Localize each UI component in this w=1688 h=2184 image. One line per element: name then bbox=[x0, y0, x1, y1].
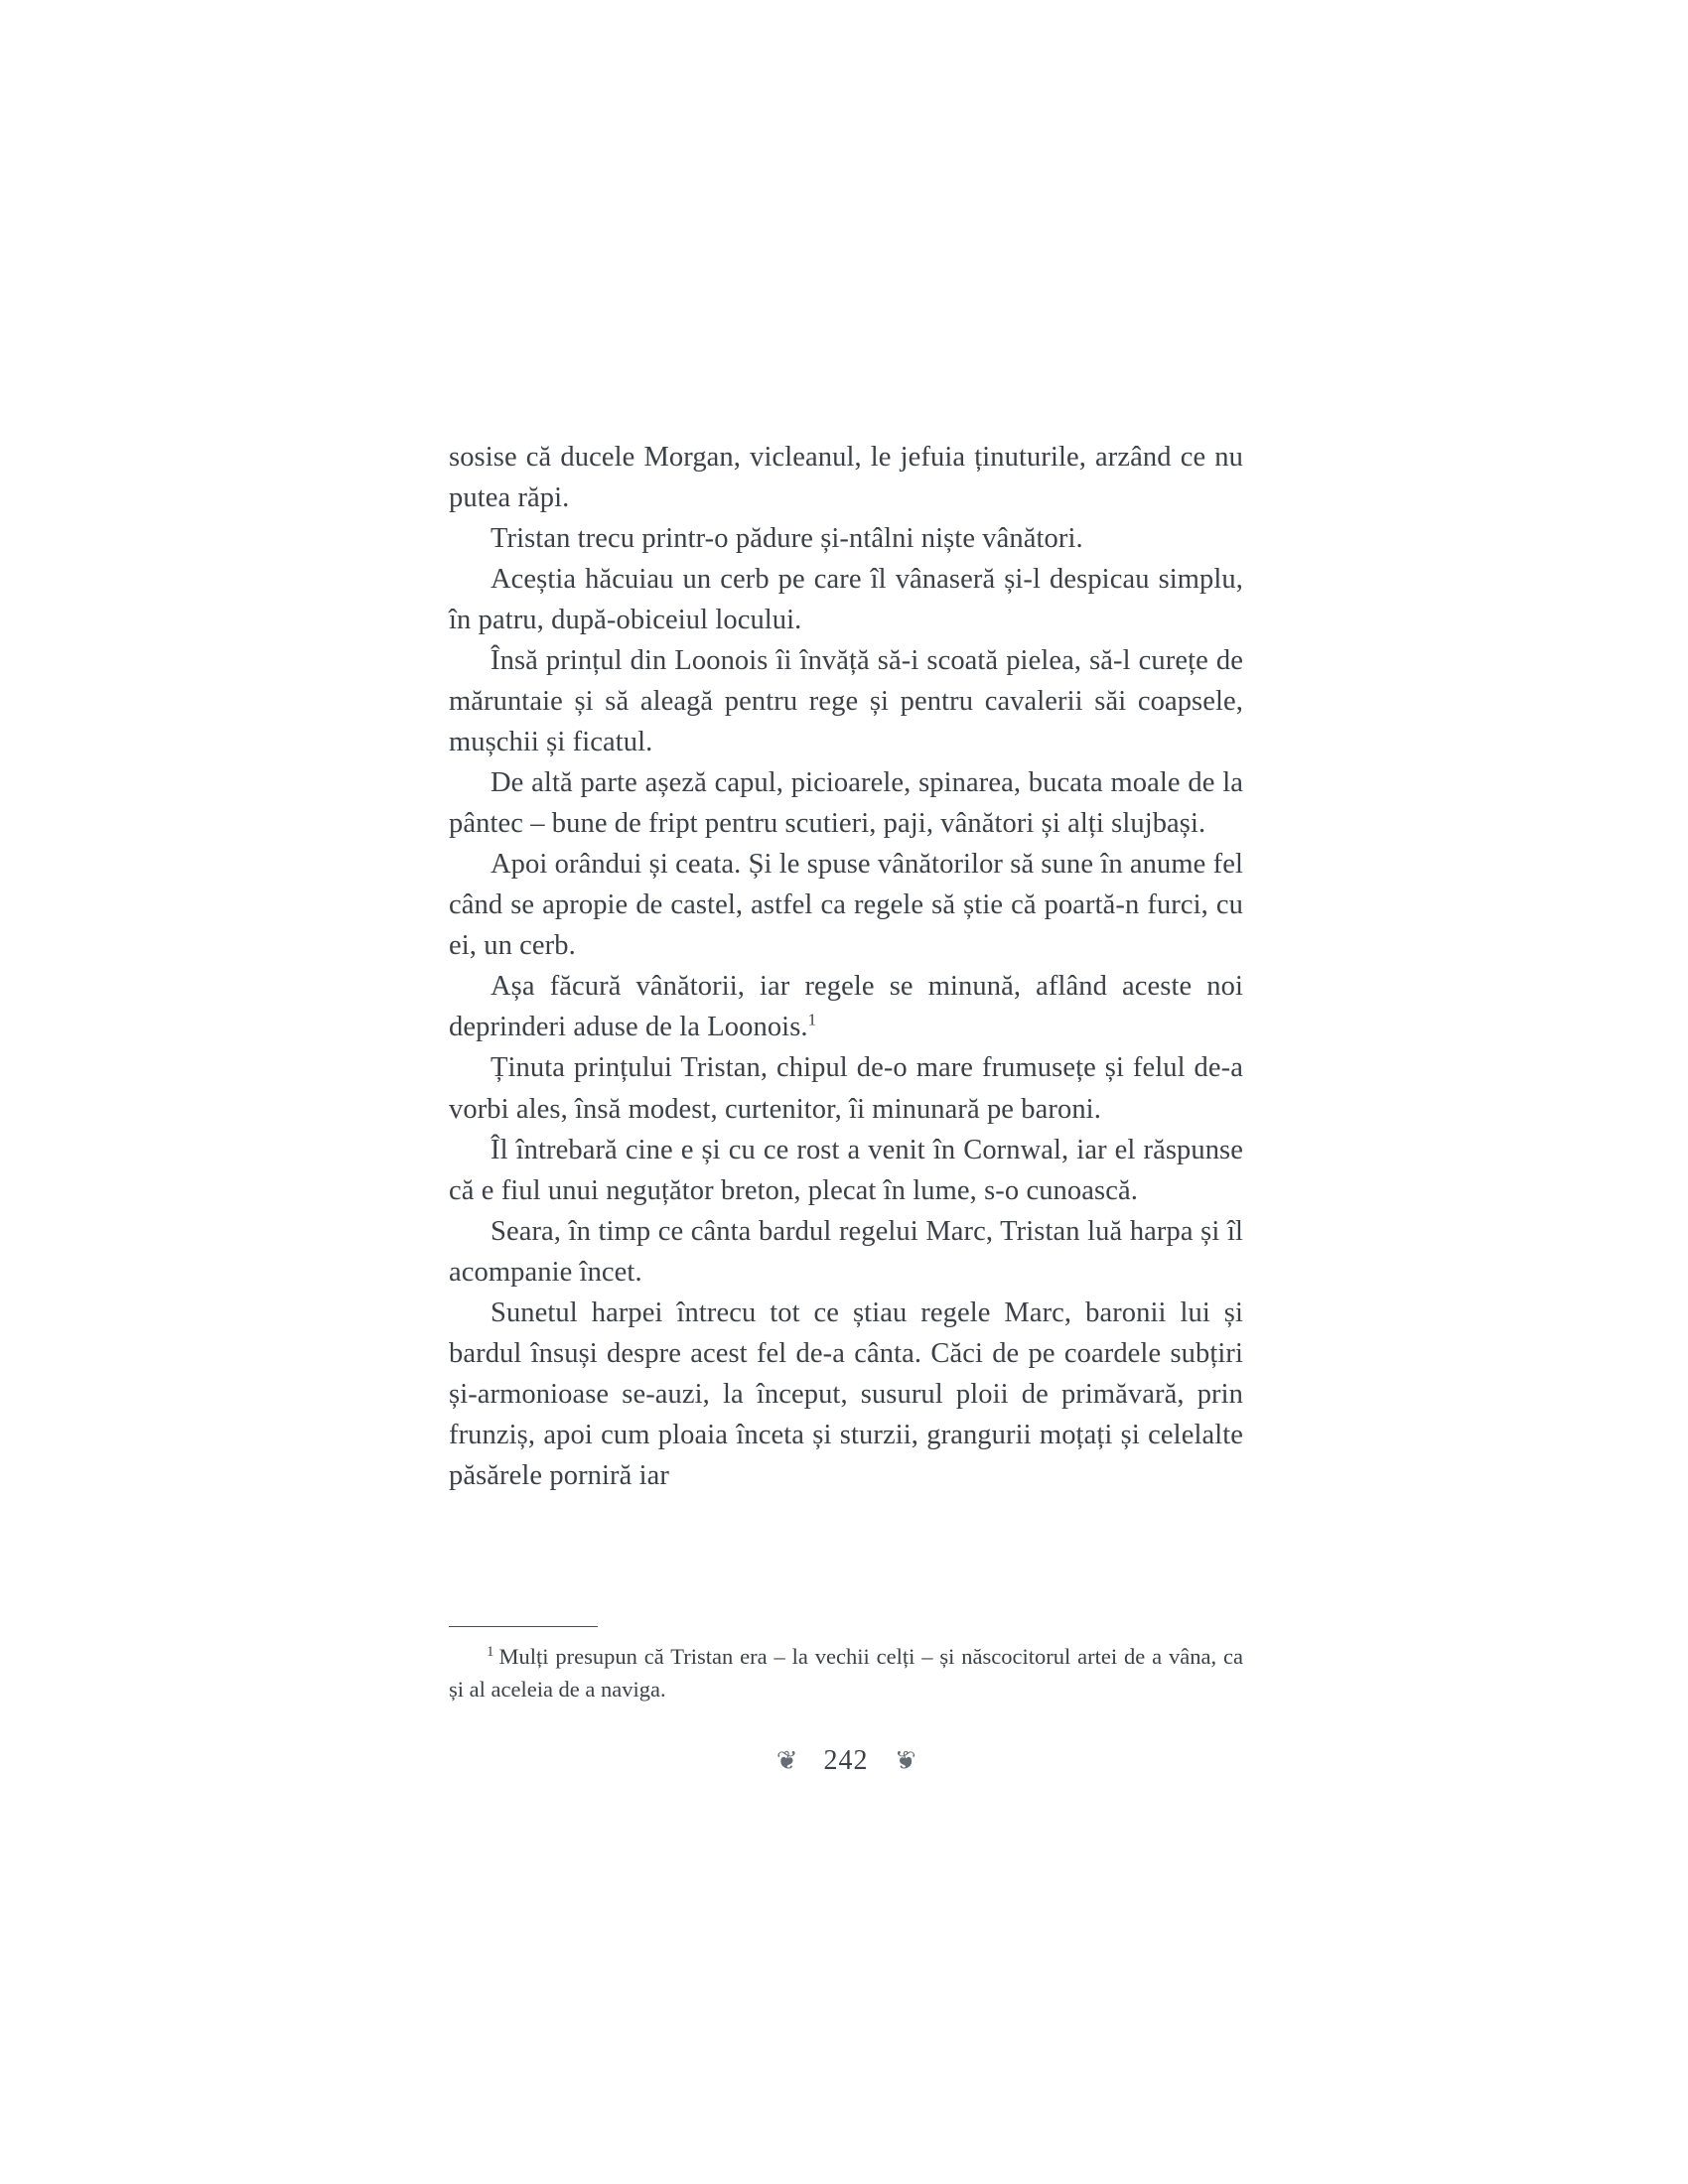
paragraph: Însă prințul din Loonois îi învăță să-i scoată pielea, să-l curețe de măruntaie și să aleagă pentru rege și pentru cavalerii săi coapsele, mușchii și ficatul. bbox=[449, 645, 1243, 758]
paragraph: Aceștia hăcuiau un cerb pe care îl vânaseră și-l despicau simplu, în patru, după-obiceiul locului. bbox=[449, 564, 1243, 636]
paragraph-with-footnote-reference bbox=[449, 966, 1243, 1047]
footnote-text: Mulți presupun că Tristan era – la vechii celți – și născocitorul artei de a vâna, ca și al aceleia de a naviga. bbox=[449, 1644, 1243, 1702]
paragraph: Ținuta prințului Tristan, chipul de-o mare frumusețe și felul de-a vorbi ales, însă modest, curtenitor, îi minunară pe baroni. bbox=[449, 1052, 1243, 1125]
footnote-reference-marker[interactable]: 1 bbox=[807, 1010, 817, 1029]
paragraph: sosise că ducele Morgan, vicleanul, le jefuia ținuturile, arzând ce nu putea răpi. bbox=[449, 442, 1243, 514]
paragraph: Apoi orândui și ceata. Și le spuse vânătorilor să sune în anume fel când se apropie de castel, astfel ca regele să știe că poartă-n furci, cu ei, un cerb. bbox=[449, 849, 1243, 962]
footnote-number: 1 bbox=[487, 1643, 494, 1660]
page-number: 242 bbox=[823, 1745, 869, 1776]
paragraph-text: Așa făcură vânătorii, iar regele se minună, aflând aceste noi deprinderi aduse de la Loonois. bbox=[449, 971, 1243, 1043]
paragraph: Tristan trecu printr-o pădure și-ntâlni niște vânători. bbox=[491, 523, 1083, 555]
page-footer bbox=[449, 1745, 1243, 1777]
footnote-separator-rule bbox=[449, 1626, 598, 1627]
footnote-block bbox=[449, 1626, 1243, 1706]
paragraph: De altă parte așeză capul, picioarele, spinarea, bucata moale de la pântec – bune de fript pentru scutieri, paji, vânători și alți slujbași. bbox=[449, 767, 1243, 840]
paragraph: Îl întrebară cine e și cu ce rost a venit în Cornwal, iar el răspunse că e fiul unui neguțător breton, plecat în lume, s-o cunoască. bbox=[449, 1134, 1243, 1206]
paragraph: Seara, în timp ce cânta bardul regelui Marc, Tristan luă harpa și îl acompanie încet. bbox=[449, 1215, 1243, 1288]
ornament-left-icon: ❦ bbox=[775, 1746, 798, 1775]
paragraph: Sunetul harpei întrecu tot ce știau regele Marc, baronii lui și bardul însuși despre acest fel de-a cânta. Căci de pe coardele subțiri și-armonioase se-auzi, la început, susurul ploii de primăvară, prin frunziș, apoi cum ploaia înceta și sturzii, grangurii moțați și celelalte păsărele porniră iar bbox=[449, 1297, 1243, 1491]
body-text-column bbox=[449, 437, 1243, 1496]
footnote bbox=[449, 1641, 1243, 1706]
ornament-right-icon: ❦ bbox=[894, 1746, 916, 1775]
